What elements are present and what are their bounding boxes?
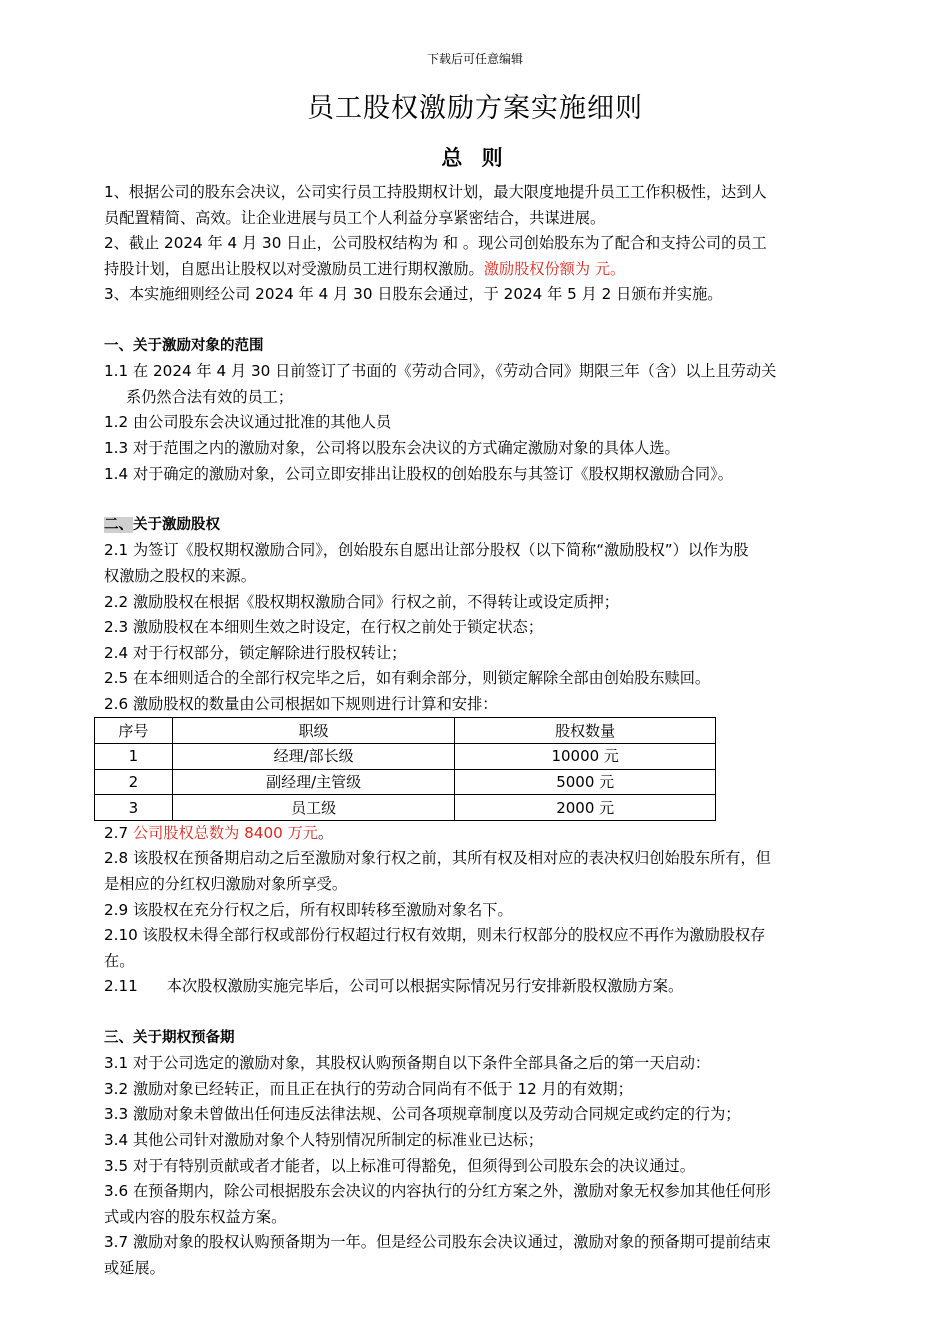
total-equity-amount: 公司股权总数为 8400 万元 <box>132 823 318 842</box>
clause-1-3: 1.3 对于范围之内的激励对象，公司将以股东会决议的方式确定激励对象的具体人选。 <box>104 438 680 457</box>
clause-2-7-end: 。 <box>317 823 334 842</box>
table-cell: 5000 元 <box>455 769 716 795</box>
clause-2-11: 2.11 本次股权激励实施完毕后，公司可以根据实际情况另行安排新股权激励方案。 <box>104 977 684 996</box>
clause-1-1-line-2: 系仍然合法有效的员工； <box>126 387 294 406</box>
clause-2-2: 2.2 激励股权在根据《股权期权激励合同》行权之前，不得转让或设定质押； <box>104 592 619 611</box>
clause-2-1-line-2: 权激励之股权的来源。 <box>104 566 256 585</box>
clause-2-7-number: 2.7 <box>104 823 133 842</box>
table-cell: 员工级 <box>172 795 455 821</box>
clause-3-6-line-1: 3.6 在预备期内，除公司根据股东会决议的内容执行的分红方案之外，激励对象无权参加其他任何形 <box>104 1182 771 1201</box>
clause-2-8-line-2: 是相应的分红权归激励对象所享受。 <box>104 875 347 894</box>
clause-3-6-line-2: 式或内容的股东权益方案。 <box>104 1207 287 1226</box>
table-cell: 1 <box>95 744 173 770</box>
document-body <box>104 180 846 1282</box>
clause-3-7-line-2: 或延展。 <box>104 1258 165 1277</box>
table-cell: 10000 元 <box>455 744 716 770</box>
clause-3-1: 3.1 对于公司选定的激励对象，其股权认购预备期自以下条件全部具备之后的第一天启动： <box>104 1054 711 1073</box>
paragraph-2-line-1: 2、截止 2024 年 4 月 30 日止，公司股权结构为 和 。现公司创始股东为了配合和支持公司的员工 <box>104 234 767 253</box>
clause-2-9: 2.9 该股权在充分行权之后，所有权即转移至激励对象名下。 <box>104 900 513 919</box>
clause-2-7 <box>104 821 846 847</box>
clause-2-6: 2.6 激励股权的数量由公司根据如下规则进行计算和安排： <box>104 694 498 713</box>
paragraph-3: 3、本实施细则经公司 2024 年 4 月 30 日股东会通过，于 2024 年 5 月 2 日颁布并实施。 <box>104 285 723 304</box>
table-row <box>95 769 716 795</box>
clause-2-10-line-1: 2.10 该股权未得全部行权或部份行权超过行权有效期，则未行权部分的股权应不再作为激励股权存 <box>104 926 766 945</box>
clause-3-2: 3.2 激励对象已经转正，而且正在执行的劳动合同尚有不低于 12 月的有效期； <box>104 1079 633 1098</box>
clause-1-1-line-1: 1.1 在 2024 年 4 月 30 日前签订了书面的《劳动合同》，《劳动合同》期限三年（含）以上且劳动关 <box>104 362 777 381</box>
section-3-heading: 三、关于期权预备期 <box>104 1029 235 1046</box>
header-note: 下载后可任意编辑 <box>426 52 523 66</box>
document-title: 员工股权激励方案实施细则 <box>307 93 643 124</box>
paragraph-1-line-2: 员配置精简、高效。让企业进展与员工个人利益分享紧密结合，共谋进展。 <box>104 208 606 227</box>
table-cell: 2 <box>95 769 173 795</box>
clause-3-5: 3.5 对于有特别贡献或者才能者，以上标准可得豁免，但须得到公司股东会的决议通过。 <box>104 1156 695 1175</box>
paragraph-2-line-2 <box>104 257 846 283</box>
clause-1-2: 1.2 由公司股东会决议通过批准的其他人员 <box>104 413 392 432</box>
document-subtitle: 总 则 <box>441 146 509 170</box>
section-2-title: 关于激励股权 <box>133 516 220 533</box>
clause-2-5: 2.5 在本细则适合的全部行权完毕之后，如有剩余部分，则锁定解除全部由创始股东赎回。 <box>104 669 711 688</box>
section-1-heading: 一、关于激励对象的范围 <box>104 337 264 354</box>
table-cell: 3 <box>95 795 173 821</box>
table-header-cell: 序号 <box>95 718 173 744</box>
clause-2-8-line-1: 2.8 该股权在预备期启动之后至激励对象行权之前，其所有权及相对应的表决权归创始股东所有，但 <box>104 849 771 868</box>
paragraph-2-text: 持股计划，自愿出让股权以对受激励员工进行期权激励。 <box>104 259 484 278</box>
clause-2-1-line-1: 2.1 为签订《股权期权激励合同》，创始股东自愿出让部分股权（以下简称“激励股权”）以作为股 <box>104 541 749 560</box>
table-header-cell: 股权数量 <box>455 718 716 744</box>
section-2-number: 二、 <box>104 516 133 533</box>
table-cell: 经理/部长级 <box>172 744 455 770</box>
clause-2-4: 2.4 对于行权部分，锁定解除进行股权转让； <box>104 643 407 662</box>
clause-1-4: 1.4 对于确定的激励对象，公司立即安排出让股权的创始股东与其签订《股权期权激励合同》。 <box>104 464 733 483</box>
table-cell: 副经理/主管级 <box>172 769 455 795</box>
table-header-row <box>95 718 716 744</box>
equity-allocation-table <box>94 717 716 820</box>
table-row <box>95 744 716 770</box>
clause-3-3: 3.3 激励对象未曾做出任何违反法律法规、公司各项规章制度以及劳动合同规定或约定的行为； <box>104 1105 741 1124</box>
paragraph-1-line-1: 1、根据公司的股东会决议，公司实行员工持股期权计划，最大限度地提升员工工作积极性，达到人 <box>104 183 767 201</box>
table-header-cell: 职级 <box>172 718 455 744</box>
clause-3-4: 3.4 其他公司针对激励对象个人特别情况所制定的标准业已达标； <box>104 1130 544 1149</box>
table-row <box>95 795 716 821</box>
clause-2-3: 2.3 激励股权在本细则生效之时设定，在行权之前处于锁定状态； <box>104 618 544 637</box>
clause-2-10-line-2: 在。 <box>104 951 135 970</box>
table-cell: 2000 元 <box>455 795 716 821</box>
incentive-share-amount: 激励股权份额为 元。 <box>483 259 626 278</box>
section-2-heading <box>104 513 846 539</box>
clause-3-7-line-1: 3.7 激励对象的股权认购预备期为一年。但是经公司股东会决议通过，激励对象的预备期可提前结束 <box>104 1233 771 1252</box>
